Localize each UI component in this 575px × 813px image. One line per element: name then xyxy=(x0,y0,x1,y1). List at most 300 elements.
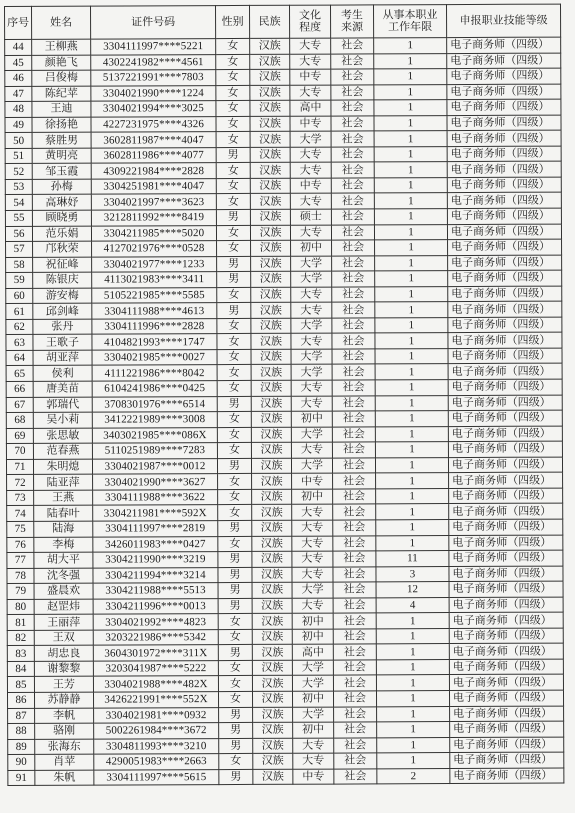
cell-id-number: 3602811986****4077 xyxy=(91,147,216,163)
cell-education: 大专 xyxy=(290,194,331,210)
cell-seq: 89 xyxy=(8,739,35,755)
cell-id-number: 3304111997****2819 xyxy=(93,521,218,537)
cell-gender: 女 xyxy=(216,225,250,241)
cell-source: 社会 xyxy=(333,644,376,660)
cell-education: 中专 xyxy=(290,116,331,132)
cell-ethnicity: 汉族 xyxy=(251,458,291,474)
cell-skill-level: 电子商务师（四级） xyxy=(449,659,563,675)
cell-name: 张丹 xyxy=(33,319,92,335)
cell-skill-level: 电子商务师（四级） xyxy=(448,379,562,395)
cell-seq: 48 xyxy=(5,102,32,118)
cell-id-number: 3304021990****1224 xyxy=(91,85,216,101)
cell-source: 社会 xyxy=(332,349,375,365)
cell-source: 社会 xyxy=(332,411,375,427)
cell-work-years: 1 xyxy=(374,193,447,209)
cell-skill-level: 电子商务师（四级） xyxy=(447,53,561,69)
cell-skill-level: 电子商务师（四级） xyxy=(448,239,562,255)
cell-id-number: 4302241982****4561 xyxy=(91,54,216,70)
cell-skill-level: 电子商务师（四级） xyxy=(447,115,561,131)
cell-work-years: 1 xyxy=(376,691,449,707)
cell-work-years: 1 xyxy=(374,53,447,69)
cell-source: 社会 xyxy=(333,675,376,691)
cell-education: 大专 xyxy=(293,738,334,754)
cell-ethnicity: 汉族 xyxy=(251,256,291,272)
cell-gender: 女 xyxy=(217,443,251,459)
cell-work-years: 1 xyxy=(375,395,448,411)
cell-name: 顾晓勇 xyxy=(32,210,91,226)
cell-seq: 66 xyxy=(6,381,33,397)
cell-education: 高中 xyxy=(290,100,331,116)
cell-work-years: 1 xyxy=(375,271,448,287)
cell-education: 大专 xyxy=(290,54,331,70)
cell-source: 社会 xyxy=(332,442,375,458)
cell-skill-level: 电子商务师（四级） xyxy=(448,410,562,426)
cell-work-years: 1 xyxy=(374,69,447,85)
cell-skill-level: 电子商务师（四级） xyxy=(448,426,562,442)
cell-gender: 男 xyxy=(218,583,252,599)
cell-work-years: 1 xyxy=(375,442,448,458)
cell-gender: 女 xyxy=(216,85,250,101)
cell-ethnicity: 汉族 xyxy=(252,536,292,552)
cell-source: 社会 xyxy=(332,287,375,303)
cell-id-number: 4227231975****4326 xyxy=(91,116,216,132)
cell-skill-level: 电子商务师（四级） xyxy=(448,286,562,302)
cell-ethnicity: 汉族 xyxy=(252,613,292,629)
cell-work-years: 1 xyxy=(376,520,449,536)
cell-skill-level: 电子商务师（四级） xyxy=(447,146,561,162)
cell-id-number: 3304111997****5221 xyxy=(91,39,216,55)
cell-skill-level: 电子商务师（四级） xyxy=(447,208,561,224)
cell-skill-level: 电子商务师（四级） xyxy=(449,643,563,659)
cell-seq: 45 xyxy=(5,55,32,71)
header-ethnicity: 民族 xyxy=(249,5,289,38)
cell-seq: 56 xyxy=(5,226,32,242)
cell-seq: 46 xyxy=(5,70,32,86)
cell-skill-level: 电子商务师（四级） xyxy=(448,441,562,457)
cell-seq: 70 xyxy=(6,444,33,460)
cell-ethnicity: 汉族 xyxy=(253,769,293,785)
cell-education: 硕士 xyxy=(290,209,331,225)
cell-ethnicity: 汉族 xyxy=(252,676,292,692)
cell-id-number: 3304211996****0013 xyxy=(93,598,218,614)
cell-education: 中专 xyxy=(290,178,331,194)
cell-skill-level: 电子商务师（四级） xyxy=(449,519,563,535)
cell-work-years: 1 xyxy=(375,364,448,380)
cell-education: 中专 xyxy=(290,69,331,85)
cell-gender: 男 xyxy=(219,769,253,785)
cell-work-years: 1 xyxy=(375,333,448,349)
cell-name: 苏静静 xyxy=(34,692,93,708)
cell-education: 中专 xyxy=(292,473,333,489)
cell-gender: 男 xyxy=(217,458,251,474)
cell-work-years: 1 xyxy=(376,644,449,660)
cell-ethnicity: 汉族 xyxy=(251,349,291,365)
header-id-number: 证件号码 xyxy=(91,6,216,40)
cell-ethnicity: 汉族 xyxy=(250,54,290,70)
cell-name: 骆刚 xyxy=(35,723,94,739)
candidate-table xyxy=(4,4,564,787)
cell-gender: 女 xyxy=(217,334,251,350)
cell-name: 王柳燕 xyxy=(32,39,91,55)
cell-seq: 58 xyxy=(6,257,33,273)
cell-education: 大专 xyxy=(292,567,333,583)
cell-name: 游安梅 xyxy=(33,288,92,304)
cell-gender: 女 xyxy=(218,474,252,490)
cell-ethnicity: 汉族 xyxy=(251,396,291,412)
cell-ethnicity: 汉族 xyxy=(250,209,290,225)
cell-work-years: 1 xyxy=(375,317,448,333)
cell-source: 社会 xyxy=(332,458,375,474)
header-skill-level: 申报职业技能等级 xyxy=(446,4,560,37)
cell-skill-level: 电子商务师（四级） xyxy=(449,612,563,628)
cell-education: 大学 xyxy=(291,365,332,381)
cell-education: 大专 xyxy=(291,442,332,458)
cell-work-years: 2 xyxy=(377,768,450,784)
cell-gender: 女 xyxy=(217,365,251,381)
cell-seq: 76 xyxy=(7,537,34,553)
cell-education: 初中 xyxy=(292,489,333,505)
cell-name: 盛晨欢 xyxy=(34,583,93,599)
cell-name: 陈纪苹 xyxy=(32,86,91,102)
cell-education: 大学 xyxy=(292,582,333,598)
cell-work-years: 1 xyxy=(376,488,449,504)
cell-ethnicity: 汉族 xyxy=(251,442,291,458)
cell-source: 社会 xyxy=(332,256,375,272)
cell-gender: 男 xyxy=(218,598,252,614)
cell-seq: 57 xyxy=(6,241,33,257)
cell-source: 社会 xyxy=(333,535,376,551)
cell-source: 社会 xyxy=(334,706,377,722)
cell-seq: 67 xyxy=(6,397,33,413)
cell-source: 社会 xyxy=(331,178,374,194)
cell-education: 大专 xyxy=(293,753,334,769)
cell-education: 大专 xyxy=(291,302,332,318)
cell-name: 徐扬艳 xyxy=(32,117,91,133)
cell-id-number: 3304211994****3214 xyxy=(93,567,218,583)
cell-name: 陈银庆 xyxy=(33,272,92,288)
cell-skill-level: 电子商务师（四级） xyxy=(447,161,561,177)
cell-seq: 77 xyxy=(7,552,34,568)
cell-id-number: 3304111988****4613 xyxy=(92,303,217,319)
cell-gender: 女 xyxy=(218,505,252,521)
cell-id-number: 4111221986****8042 xyxy=(92,365,217,381)
cell-id-number: 4290051983****2663 xyxy=(94,754,219,770)
cell-seq: 49 xyxy=(5,117,32,133)
cell-work-years: 1 xyxy=(375,426,448,442)
cell-source: 社会 xyxy=(333,504,376,520)
cell-ethnicity: 汉族 xyxy=(252,567,292,583)
cell-seq: 78 xyxy=(7,568,34,584)
cell-work-years: 1 xyxy=(375,411,448,427)
cell-ethnicity: 汉族 xyxy=(252,629,292,645)
cell-skill-level: 电子商务师（四级） xyxy=(448,270,562,286)
cell-work-years: 1 xyxy=(374,146,447,162)
cell-seq: 68 xyxy=(6,413,33,429)
cell-id-number: 3304211985****5020 xyxy=(91,225,216,241)
cell-name: 侯利 xyxy=(33,366,92,382)
cell-work-years: 1 xyxy=(374,100,447,116)
cell-gender: 女 xyxy=(216,163,250,179)
cell-work-years: 1 xyxy=(374,131,447,147)
cell-name: 孙梅 xyxy=(32,179,91,195)
cell-education: 大专 xyxy=(290,85,331,101)
cell-seq: 53 xyxy=(5,179,32,195)
cell-skill-level: 电子商务师（四级） xyxy=(448,332,562,348)
cell-skill-level: 电子商务师（四级） xyxy=(450,737,564,753)
cell-skill-level: 电子商务师（四级） xyxy=(449,690,563,706)
cell-education: 初中 xyxy=(292,629,333,645)
cell-id-number: 5137221991****7803 xyxy=(91,70,216,86)
cell-skill-level: 电子商务师（四级） xyxy=(449,535,563,551)
cell-skill-level: 电子商务师（四级） xyxy=(448,364,562,380)
cell-work-years: 12 xyxy=(376,582,449,598)
cell-education: 大专 xyxy=(292,551,333,567)
cell-work-years: 1 xyxy=(374,162,447,178)
cell-gender: 男 xyxy=(216,209,250,225)
cell-ethnicity: 汉族 xyxy=(252,489,292,505)
cell-name: 李帆 xyxy=(35,708,94,724)
cell-name: 张海东 xyxy=(35,739,94,755)
cell-source: 社会 xyxy=(331,147,374,163)
cell-source: 社会 xyxy=(334,737,377,753)
cell-source: 社会 xyxy=(333,489,376,505)
table-header-row xyxy=(5,4,561,39)
cell-education: 中专 xyxy=(293,769,334,785)
cell-seq: 64 xyxy=(6,350,33,366)
cell-work-years: 1 xyxy=(376,675,449,691)
cell-education: 大学 xyxy=(291,427,332,443)
cell-work-years: 1 xyxy=(376,659,449,675)
cell-work-years: 1 xyxy=(374,84,447,100)
cell-id-number: 3426011983****0427 xyxy=(93,536,218,552)
cell-id-number: 3708301976****6514 xyxy=(92,396,217,412)
cell-source: 社会 xyxy=(333,566,376,582)
cell-name: 邹玉霞 xyxy=(32,163,91,179)
cell-name: 王燕 xyxy=(34,490,93,506)
cell-seq: 85 xyxy=(7,677,34,693)
cell-name: 陆亚萍 xyxy=(34,474,93,490)
cell-gender: 女 xyxy=(219,754,253,770)
cell-source: 社会 xyxy=(333,598,376,614)
cell-work-years: 1 xyxy=(376,613,449,629)
cell-id-number: 3304811993****3210 xyxy=(94,738,219,754)
cell-education: 初中 xyxy=(291,411,332,427)
cell-gender: 女 xyxy=(217,427,251,443)
cell-education: 大学 xyxy=(291,318,332,334)
cell-skill-level: 电子商务师（四级） xyxy=(450,706,564,722)
cell-education: 大专 xyxy=(291,333,332,349)
cell-name: 祝征峰 xyxy=(33,257,92,273)
cell-id-number: 3412221989****3008 xyxy=(92,412,217,428)
cell-name: 胡忠良 xyxy=(34,645,93,661)
cell-seq: 83 xyxy=(7,646,34,662)
cell-gender: 女 xyxy=(217,412,251,428)
cell-name: 王歌子 xyxy=(33,335,92,351)
header-work-years: 从事本职业工作年限 xyxy=(373,5,446,38)
cell-gender: 男 xyxy=(218,567,252,583)
cell-source: 社会 xyxy=(331,193,374,209)
cell-education: 大专 xyxy=(291,380,332,396)
cell-skill-level: 电子商务师（四级） xyxy=(449,581,563,597)
cell-source: 社会 xyxy=(333,660,376,676)
cell-id-number: 3426221991****552X xyxy=(93,692,218,708)
cell-seq: 60 xyxy=(6,288,33,304)
cell-id-number: 3304111997****5615 xyxy=(94,769,219,785)
cell-skill-level: 电子商务师（四级） xyxy=(449,472,563,488)
cell-gender: 女 xyxy=(216,178,250,194)
cell-id-number: 3203221986****5342 xyxy=(93,629,218,645)
cell-name: 肖苹 xyxy=(35,754,94,770)
cell-ethnicity: 汉族 xyxy=(251,427,291,443)
cell-ethnicity: 汉族 xyxy=(253,707,293,723)
cell-education: 大专 xyxy=(292,520,333,536)
cell-work-years: 1 xyxy=(375,302,448,318)
cell-skill-level: 电子商务师（四级） xyxy=(447,177,561,193)
cell-source: 社会 xyxy=(332,364,375,380)
cell-seq: 75 xyxy=(7,521,34,537)
cell-skill-level: 电子商务师（四级） xyxy=(448,317,562,333)
cell-work-years: 1 xyxy=(376,504,449,520)
cell-seq: 81 xyxy=(7,615,34,631)
cell-gender: 女 xyxy=(218,676,252,692)
cell-education: 大专 xyxy=(292,536,333,552)
cell-education: 初中 xyxy=(292,613,333,629)
cell-skill-level: 电子商务师（四级） xyxy=(449,550,563,566)
cell-skill-level: 电子商务师（四级） xyxy=(449,566,563,582)
cell-name: 邱剑峰 xyxy=(33,303,92,319)
cell-ethnicity: 汉族 xyxy=(252,582,292,598)
cell-work-years: 1 xyxy=(376,535,449,551)
cell-skill-level: 电子商务师（四级） xyxy=(447,224,561,240)
cell-id-number: 3604301972****311X xyxy=(93,645,218,661)
cell-source: 社会 xyxy=(333,551,376,567)
header-source: 考生来源 xyxy=(330,5,373,38)
cell-skill-level: 电子商务师（四级） xyxy=(447,84,561,100)
cell-seq: 71 xyxy=(6,459,33,475)
cell-ethnicity: 汉族 xyxy=(251,334,291,350)
cell-id-number: 3304111996****2828 xyxy=(92,318,217,334)
cell-name: 王丽萍 xyxy=(34,614,93,630)
cell-gender: 女 xyxy=(217,349,251,365)
header-gender: 性别 xyxy=(216,5,250,38)
cell-id-number: 3304021988****482X xyxy=(93,676,218,692)
cell-ethnicity: 汉族 xyxy=(250,132,290,148)
cell-source: 社会 xyxy=(332,302,375,318)
cell-seq: 63 xyxy=(6,335,33,351)
cell-ethnicity: 汉族 xyxy=(252,474,292,490)
cell-source: 社会 xyxy=(332,395,375,411)
cell-seq: 91 xyxy=(8,770,35,786)
cell-source: 社会 xyxy=(333,629,376,645)
cell-education: 大专 xyxy=(290,162,331,178)
cell-work-years: 1 xyxy=(377,706,450,722)
cell-education: 初中 xyxy=(291,240,332,256)
cell-id-number: 5002261984****3672 xyxy=(94,723,219,739)
cell-education: 大专 xyxy=(292,598,333,614)
cell-source: 社会 xyxy=(334,722,377,738)
cell-id-number: 4127021976****0528 xyxy=(92,241,217,257)
cell-name: 陆春叶 xyxy=(34,506,93,522)
cell-ethnicity: 汉族 xyxy=(250,163,290,179)
cell-gender: 女 xyxy=(218,691,252,707)
cell-id-number: 3304211988****5513 xyxy=(93,583,218,599)
cell-work-years: 1 xyxy=(374,177,447,193)
cell-seq: 61 xyxy=(6,304,33,320)
cell-skill-level: 电子商务师（四级） xyxy=(449,674,563,690)
cell-work-years: 1 xyxy=(377,753,450,769)
cell-ethnicity: 汉族 xyxy=(253,753,293,769)
cell-work-years: 1 xyxy=(375,255,448,271)
cell-gender: 男 xyxy=(219,722,253,738)
cell-id-number: 3304021994****3025 xyxy=(91,101,216,117)
cell-id-number: 3304111988****3622 xyxy=(93,489,218,505)
cell-name: 胡亚萍 xyxy=(33,350,92,366)
cell-ethnicity: 汉族 xyxy=(252,645,292,661)
cell-source: 社会 xyxy=(333,520,376,536)
cell-education: 大专 xyxy=(290,147,331,163)
cell-seq: 54 xyxy=(5,195,32,211)
cell-name: 张思敏 xyxy=(33,428,92,444)
cell-ethnicity: 汉族 xyxy=(252,598,292,614)
cell-gender: 男 xyxy=(218,551,252,567)
cell-seq: 87 xyxy=(8,708,35,724)
cell-gender: 女 xyxy=(216,54,250,70)
cell-name: 蔡胜男 xyxy=(32,132,91,148)
cell-gender: 女 xyxy=(216,70,250,86)
cell-name: 王双 xyxy=(34,630,93,646)
cell-source: 社会 xyxy=(332,333,375,349)
cell-skill-level: 电子商务师（四级） xyxy=(449,628,563,644)
cell-id-number: 5105221985****5585 xyxy=(92,287,217,303)
cell-ethnicity: 汉族 xyxy=(253,722,293,738)
cell-work-years: 1 xyxy=(375,457,448,473)
cell-name: 胡大平 xyxy=(34,552,93,568)
cell-name: 赵罡炜 xyxy=(34,599,93,615)
cell-seq: 55 xyxy=(5,210,32,226)
cell-gender: 女 xyxy=(218,489,252,505)
cell-source: 社会 xyxy=(331,85,374,101)
cell-source: 社会 xyxy=(331,69,374,85)
cell-work-years: 3 xyxy=(376,566,449,582)
cell-name: 吴小莉 xyxy=(33,412,92,428)
cell-source: 社会 xyxy=(331,131,374,147)
cell-skill-level: 电子商务师（四级） xyxy=(448,395,562,411)
cell-education: 大专 xyxy=(292,504,333,520)
cell-source: 社会 xyxy=(333,613,376,629)
cell-education: 大学 xyxy=(291,256,332,272)
cell-ethnicity: 汉族 xyxy=(252,691,292,707)
cell-seq: 44 xyxy=(5,39,32,55)
cell-name: 王芳 xyxy=(34,677,93,693)
cell-work-years: 1 xyxy=(376,473,449,489)
cell-gender: 女 xyxy=(217,318,251,334)
cell-gender: 女 xyxy=(217,241,251,257)
cell-ethnicity: 汉族 xyxy=(250,100,290,116)
cell-seq: 72 xyxy=(7,475,34,491)
cell-ethnicity: 汉族 xyxy=(251,240,291,256)
cell-id-number: 4309221984****2828 xyxy=(91,163,216,179)
cell-source: 社会 xyxy=(331,100,374,116)
cell-seq: 62 xyxy=(6,319,33,335)
cell-education: 初中 xyxy=(293,722,334,738)
cell-gender: 女 xyxy=(216,132,250,148)
cell-name: 沈冬强 xyxy=(34,568,93,584)
cell-source: 社会 xyxy=(331,38,374,54)
cell-ethnicity: 汉族 xyxy=(252,505,292,521)
cell-id-number: 6104241986****0425 xyxy=(92,381,217,397)
cell-education: 大专 xyxy=(290,38,331,54)
cell-ethnicity: 汉族 xyxy=(251,411,291,427)
